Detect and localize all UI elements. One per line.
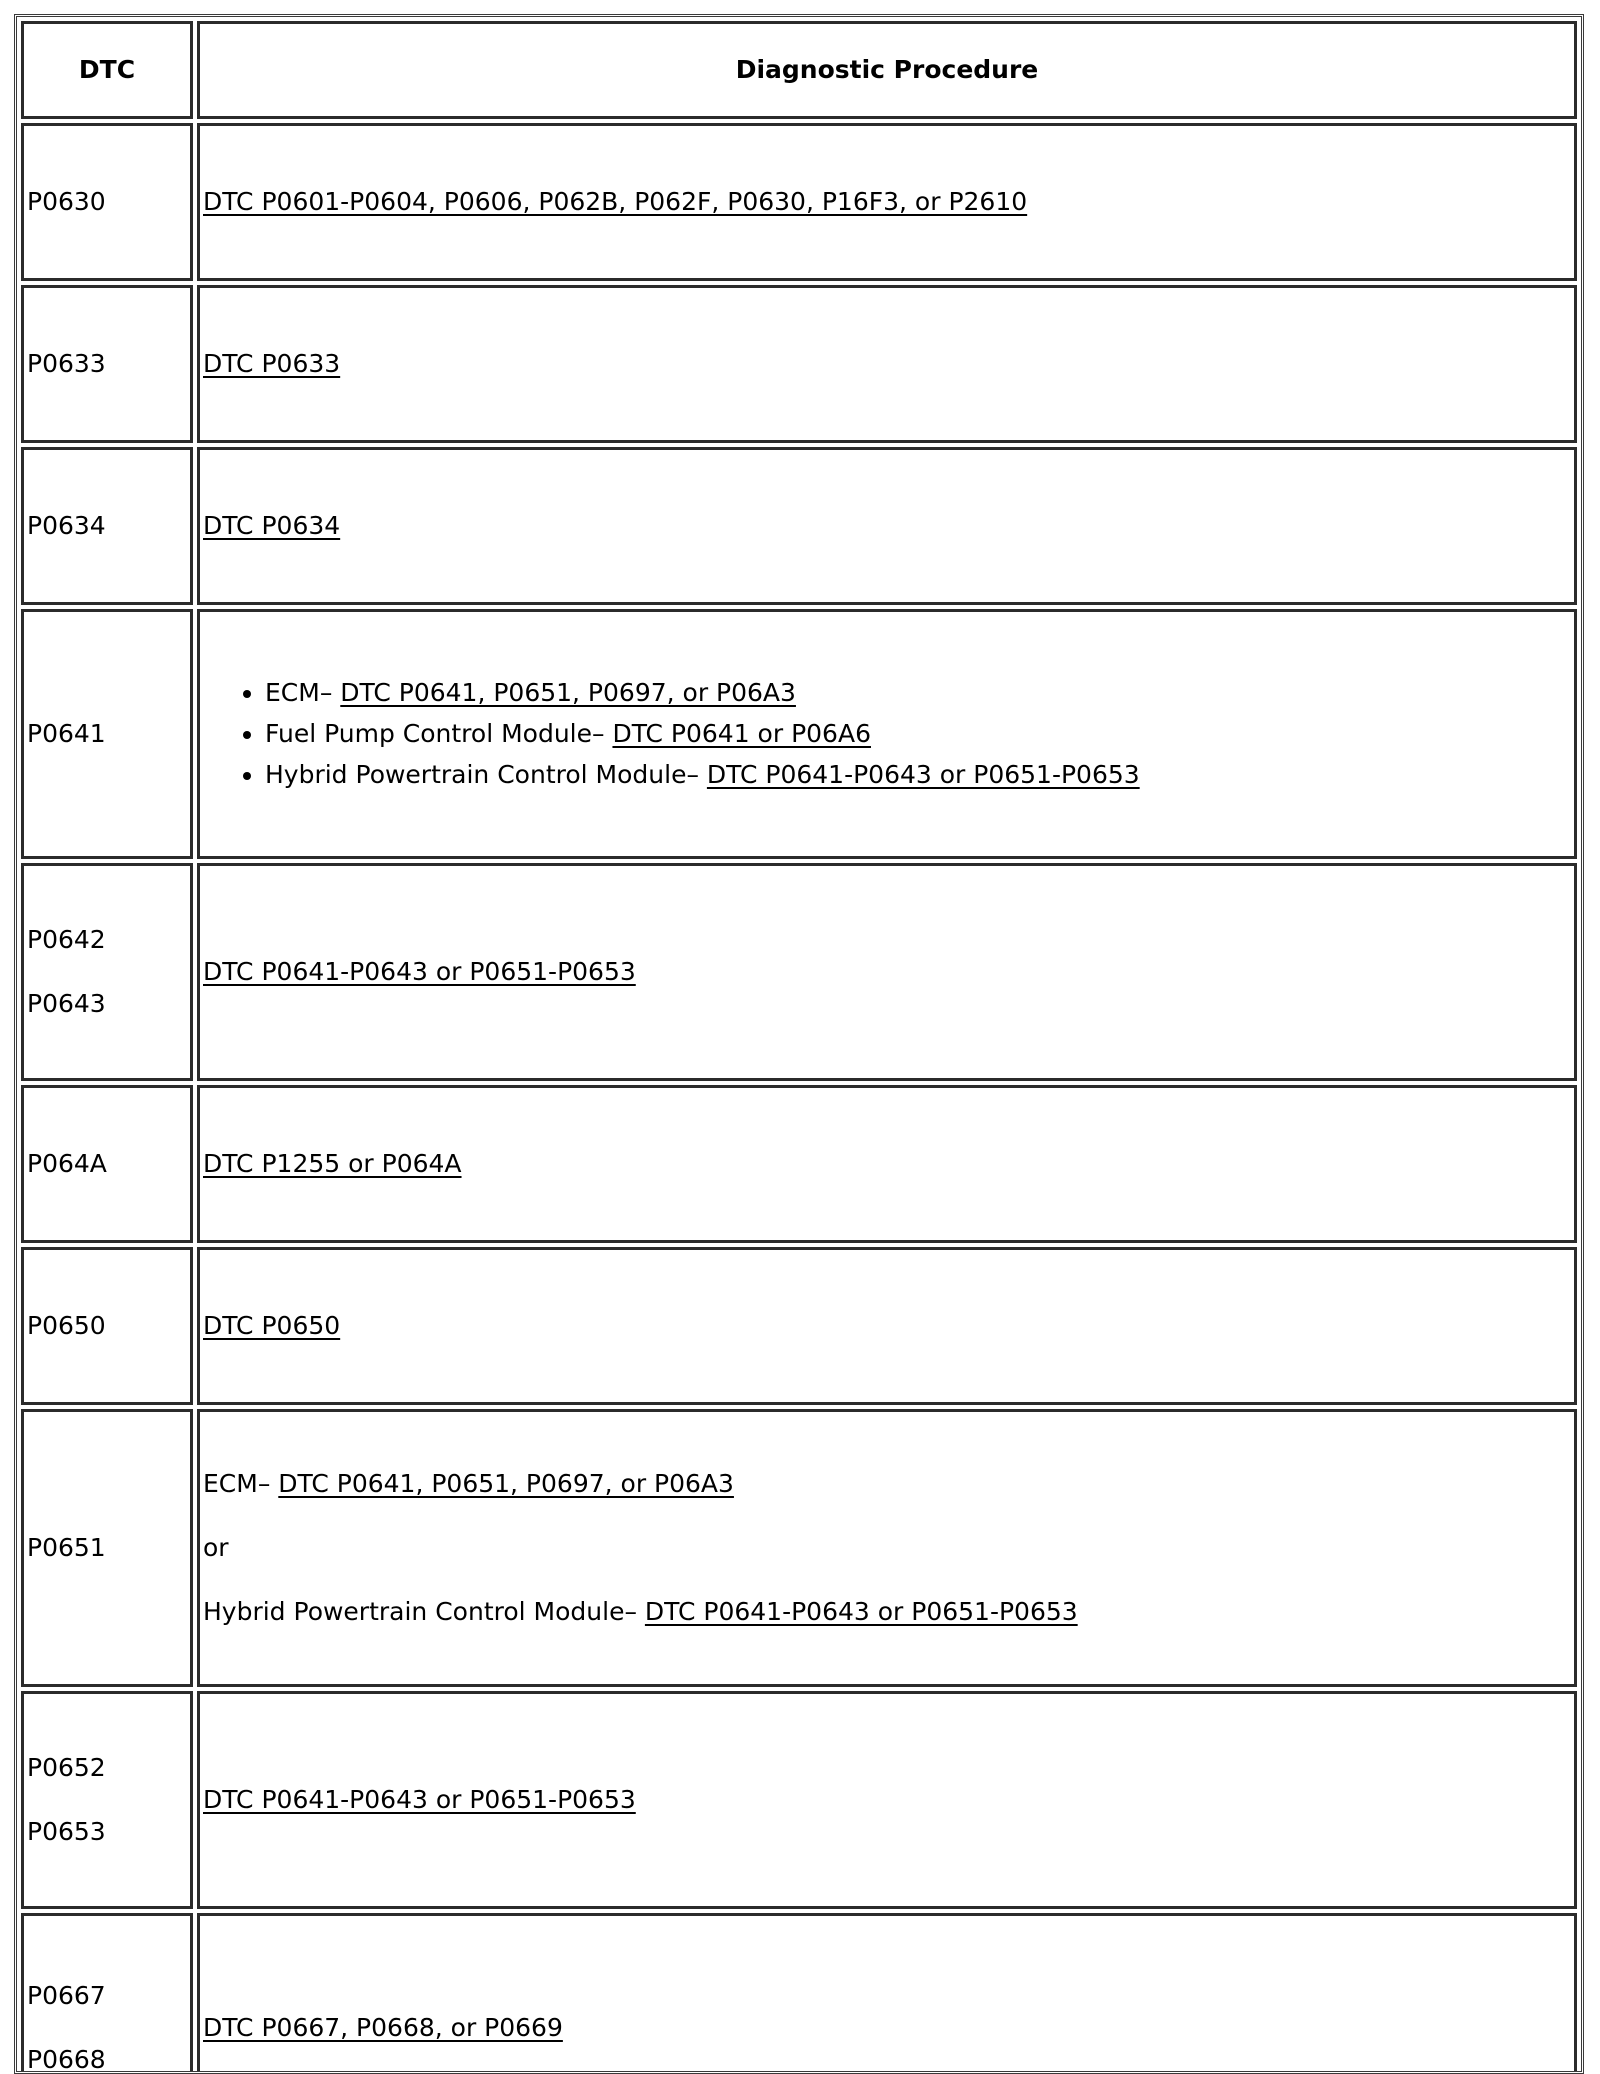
procedure-cell <box>197 123 1577 281</box>
procedure-cell <box>197 447 1577 605</box>
dtc-code: P0641 <box>27 719 106 748</box>
dtc-code-cell <box>21 123 193 281</box>
dtc-code-cell <box>21 863 193 1081</box>
procedure-link[interactable]: DTC P1255 or P064A <box>203 1149 462 1178</box>
procedure-bullet-list <box>203 678 1571 790</box>
dtc-code-cell <box>21 1409 193 1687</box>
dtc-code-stack <box>27 1753 187 1847</box>
column-header-procedure: Diagnostic Procedure <box>197 21 1577 119</box>
dtc-code-cell <box>21 609 193 859</box>
dtc-code: P0643 <box>27 989 106 1018</box>
procedure-cell <box>197 1409 1577 1687</box>
dtc-table <box>17 17 1581 2074</box>
dtc-code-cell <box>21 1247 193 1405</box>
dtc-code: P0642 <box>27 925 106 954</box>
dtc-code: P0633 <box>27 349 106 378</box>
dtc-code: P0653 <box>27 1817 106 1846</box>
module-label: Hybrid Powertrain Control Module– <box>203 1597 645 1626</box>
table-row <box>21 285 1577 443</box>
procedure-link[interactable]: DTC P0601-P0604, P0606, P062B, P062F, P0630, P16F3, or P2610 <box>203 187 1028 216</box>
procedure-line <box>203 1469 1571 1499</box>
dtc-document-page <box>14 14 1584 2074</box>
table-row <box>21 1691 1577 1909</box>
table-row <box>21 447 1577 605</box>
conjunction-text: or <box>203 1533 229 1562</box>
dtc-code: P0667 <box>27 1981 106 2010</box>
procedure-link[interactable]: DTC P0641-P0643 or P0651-P0653 <box>203 957 636 986</box>
dtc-code: P0650 <box>27 1311 106 1340</box>
dtc-code-cell <box>21 447 193 605</box>
procedure-line <box>203 1597 1571 1627</box>
dtc-code-stack <box>27 925 187 1019</box>
dtc-code: P0652 <box>27 1753 106 1782</box>
dtc-code-stack <box>27 1981 187 2074</box>
dtc-code: P0668 <box>27 2045 106 2074</box>
table-row <box>21 123 1577 281</box>
table-header-row <box>21 21 1577 119</box>
procedure-cell <box>197 863 1577 1081</box>
procedure-cell <box>197 1691 1577 1909</box>
module-label: ECM– <box>203 1469 279 1498</box>
column-header-dtc: DTC <box>21 21 193 119</box>
procedure-cell <box>197 285 1577 443</box>
table-row <box>21 1247 1577 1405</box>
procedure-link[interactable]: DTC P0641, P0651, P0697, or P06A3 <box>278 1469 734 1498</box>
table-row <box>21 609 1577 859</box>
dtc-code: P064A <box>27 1149 107 1178</box>
procedure-cell <box>197 609 1577 859</box>
procedure-link[interactable]: DTC P0634 <box>203 511 341 540</box>
list-item <box>265 678 1571 708</box>
procedure-stack <box>203 1469 1571 1627</box>
procedure-cell <box>197 1085 1577 1243</box>
dtc-code: P0630 <box>27 187 106 216</box>
dtc-code-cell <box>21 1085 193 1243</box>
dtc-code-cell <box>21 1691 193 1909</box>
procedure-link[interactable]: DTC P0641-P0643 or P0651-P0653 <box>203 1785 636 1814</box>
list-item <box>265 760 1571 790</box>
procedure-link[interactable]: DTC P0641, P0651, P0697, or P06A3 <box>340 678 796 707</box>
module-label: ECM– <box>265 678 341 707</box>
procedure-link[interactable]: DTC P0667, P0668, or P0669 <box>203 2013 563 2042</box>
table-row <box>21 1085 1577 1243</box>
procedure-link[interactable]: DTC P0641-P0643 or P0651-P0653 <box>706 760 1140 789</box>
module-label: Fuel Pump Control Module– <box>265 719 613 748</box>
procedure-link[interactable]: DTC P0641-P0643 or P0651-P0653 <box>644 1597 1078 1626</box>
procedure-link[interactable]: DTC P0650 <box>203 1311 341 1340</box>
list-item <box>265 719 1571 749</box>
table-row <box>21 863 1577 1081</box>
procedure-link[interactable]: DTC P0641 or P06A6 <box>612 719 871 748</box>
dtc-code: P0651 <box>27 1533 106 1562</box>
procedure-link[interactable]: DTC P0633 <box>203 349 341 378</box>
table-row <box>21 1409 1577 1687</box>
procedure-line <box>203 1533 1571 1563</box>
procedure-cell <box>197 1247 1577 1405</box>
module-label: Hybrid Powertrain Control Module– <box>265 760 707 789</box>
dtc-code-cell <box>21 285 193 443</box>
dtc-code: P0634 <box>27 511 106 540</box>
